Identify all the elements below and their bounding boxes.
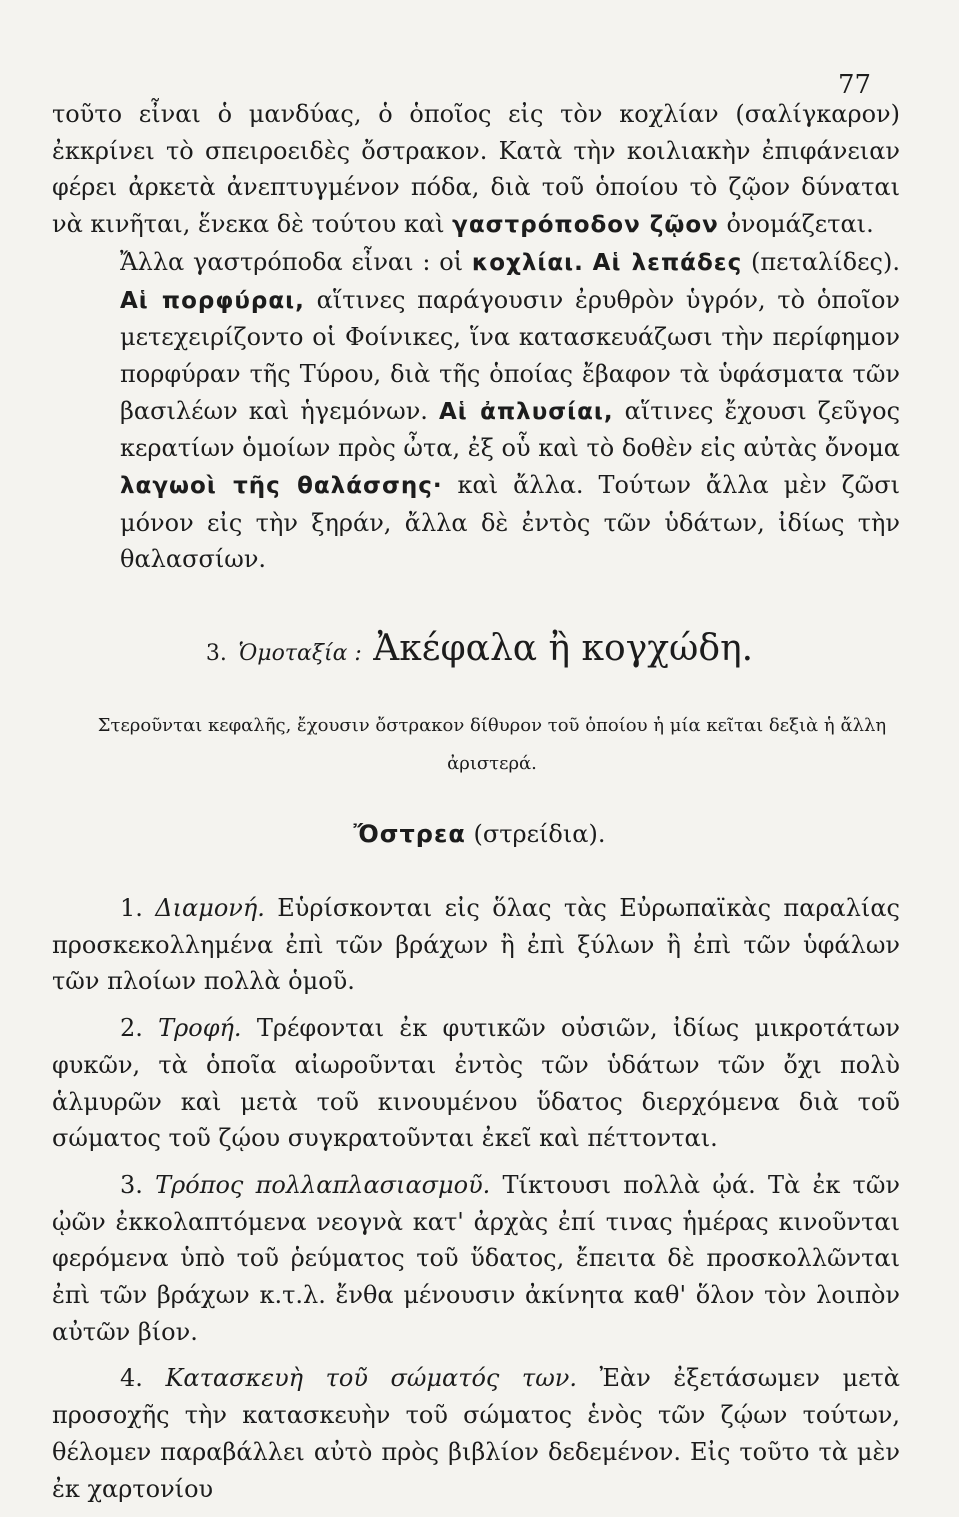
item-number: 2.: [120, 1014, 159, 1043]
bold-term-sea-hares: λαγωοὶ τῆς θαλάσσης·: [120, 473, 443, 500]
bold-term-gastropod: γαστρόποδον ζῷον: [452, 212, 719, 239]
page-number: 77: [838, 70, 872, 100]
bold-term-purples: Αἱ πορφύραι,: [120, 287, 305, 314]
item-2: [52, 1010, 900, 1157]
intro-text-1: τοῦτο εἶναι ὁ μανδύας, ὁ ὁποῖος εἰς τὸν κοχλίαν (σαλίγκαρον) ἐκκρίνει τὸ σπειροειδὲς ὄστρακον. Κατὰ τὴν κοιλιακὴν ἐπιφάνειαν φέρει ἀρκετὰ ἀνεπτυγμένον πόδα, διὰ τοῦ ὁποίου τὸ ζῷον δύναται νὰ κινῆται, ἕνεκα δὲ τούτου καὶ: [52, 100, 900, 239]
item-title: Τρόπος πολλαπλασιασμοῦ.: [155, 1170, 491, 1199]
oyster-name: Ὄστρεα: [353, 820, 466, 848]
item-text: Τρέφονται ἐκ φυτικῶν οὐσιῶν, ἰδίως μικροτάτων φυκῶν, τὰ ὁποῖα αἰωροῦνται ἐντὸς τῶν ὑδάτων τῶν ὄχι πολὺ ἁλμυρῶν καὶ μετὰ τοῦ κινουμένου ὕδατος διερχόμενα διὰ τοῦ σώματος τοῦ ζῴου συγκρατοῦνται ἐκεῖ καὶ πέττονται.: [52, 1014, 900, 1153]
oyster-heading: [0, 820, 959, 848]
item-4: [52, 1360, 900, 1507]
intro-text-3: (πεταλίδες).: [742, 247, 900, 276]
intro-text-4: αἵτινες παράγουσιν ἐρυθρὸν ὑγρόν, τὸ ὁποῖον μετεχειρίζοντο οἱ Φοίνικες, ἵνα κατασκευάζωσι τὴν περίφημον πορφύραν τῆς Τύρου, διὰ τῆς ὁποίας ἔβαφον τὰ ὑφάσματα τῶν βασιλέων καὶ ἡγεμόνων.: [120, 285, 901, 425]
item-number: 3.: [120, 1170, 156, 1199]
intro-paragraph: [52, 96, 900, 578]
section-title: Ἀκέφαλα ἢ κογχώδη.: [373, 628, 754, 669]
intro-text-5: αἵτινες ἔχουσι ζεῦγος κερατίων ὁμοίων πρὸς ὦτα, ἐξ οὗ καὶ τὸ δοθὲν εἰς αὐτὰς ὄνομα: [120, 396, 901, 463]
section-label: Ὁμοταξία :: [238, 641, 362, 666]
bold-term-limpets: Αἱ λεπάδες: [592, 249, 743, 276]
bold-term-aplysia: Αἱ ἀπλυσίαι,: [438, 398, 614, 425]
item-title: Διαμονή.: [155, 894, 265, 922]
section-description: Στεροῦνται κεφαλῆς, ἔχουσιν ὄστρακον δίθυρον τοῦ ὁποίου ἡ μία κεῖται δεξιὰ ἡ ἄλλη ἀριστερά.: [97, 715, 887, 774]
intro-text-6: καὶ ἄλλα. Τούτων ἄλλα μὲν ζῶσι μόνον εἰς τὴν ξηράν, ἄλλα δὲ ἐντὸς τῶν ὑδάτων, ἰδίως τὴν θαλασσίων.: [120, 471, 900, 574]
intro-text-2: Ἄλλα γαστρόποδα εἶναι : οἱ: [120, 247, 472, 276]
item-number: 1.: [120, 894, 156, 922]
item-title: Τροφή.: [158, 1014, 242, 1043]
item-text: Ἐὰν ἐξετάσωμεν μετὰ προσοχῆς τὴν κατασκευὴν τοῦ σώματος ἑνὸς τῶν ζῴων τούτων, θέλομεν παραβάλλει αὐτὸ πρὸς βιβλίον δεδεμένον. Εἰς τοῦτο τὰ μὲν ἐκ χαρτονίου: [52, 1364, 900, 1503]
oyster-paren: (στρείδια).: [473, 820, 606, 848]
bold-term-snails: κοχλίαι.: [471, 249, 584, 276]
oyster-items: [52, 890, 900, 1517]
intro-text-1b: ὀνομάζεται.: [718, 210, 874, 239]
item-number: 4.: [120, 1364, 166, 1393]
item-text: Τίκτουσι πολλὰ ᾠά. Τὰ ἐκ τῶν ᾠῶν ἐκκολαπτόμενα νεογνὰ κατ' ἀρχὰς ἐπί τινας ἡμέρας κινοῦνται φερόμενα ὑπὸ τοῦ ῥεύματος τοῦ ὕδατος, ἔπειτα δὲ προσκολλῶνται ἐπὶ τῶν βράχων κ.τ.λ. ἔνθα μένουσιν ἀκίνητα καθ' ὅλον τὸν λοιπὸν αὐτῶν βίον.: [52, 1170, 900, 1346]
section-heading: [0, 628, 959, 669]
item-text: Εὑρίσκονται εἰς ὅλας τὰς Εὐρωπαϊκὰς παραλίας προσκεκολλημένα ἐπὶ τῶν βράχων ἢ ἐπὶ ξύλων ἢ ἐπὶ τῶν ὑφάλων τῶν πλοίων πολλὰ ὁμοῦ.: [52, 894, 900, 996]
section-number: 3.: [205, 641, 227, 666]
item-1: [52, 890, 900, 1000]
item-3: [52, 1167, 900, 1351]
item-title: Κατασκευὴ τοῦ σώματός των.: [165, 1364, 577, 1393]
